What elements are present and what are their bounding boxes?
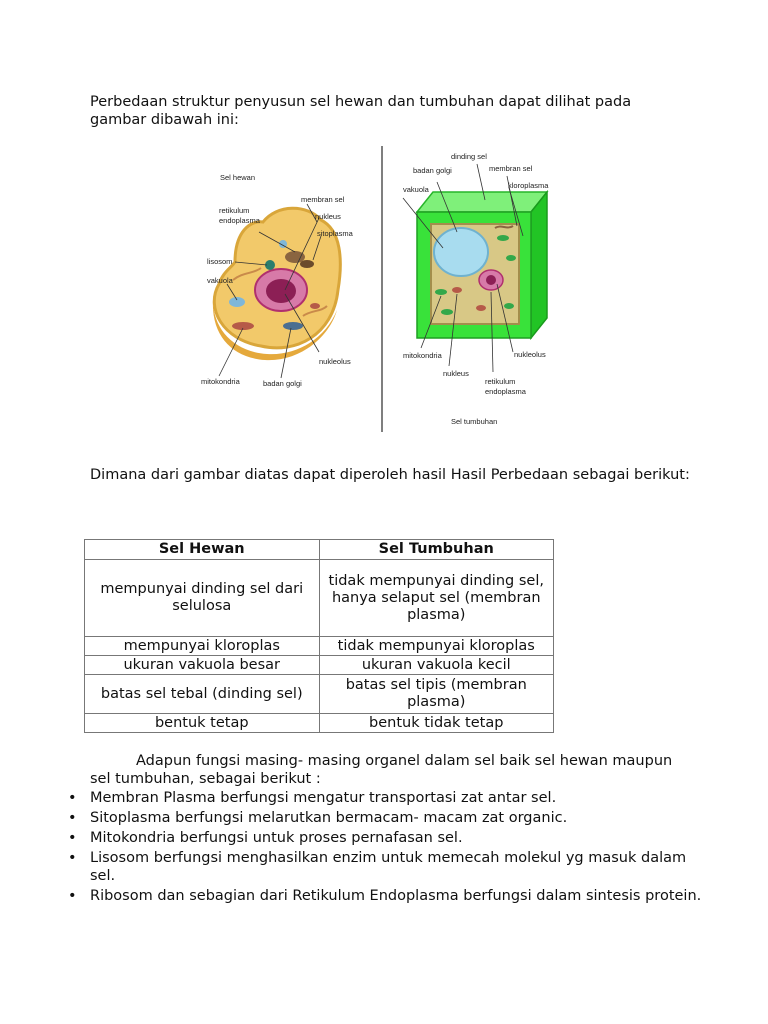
label-plant-membran: membran sel xyxy=(489,164,533,173)
label-animal-nukleolus: nukleolus xyxy=(319,357,351,366)
table-cell: ukuran vakuola besar xyxy=(85,656,320,675)
label-animal-vakuola: vakuola xyxy=(207,276,233,285)
list-item: • Membran Plasma berfungsi mengatur transportasi zat antar sel. xyxy=(68,790,557,806)
table-cell: mempunyai kloroplas xyxy=(85,637,320,656)
intro-paragraph: Perbedaan struktur penyusun sel hewan dan tumbuhan dapat dilihat pada gambar dibawah ini: xyxy=(90,94,632,128)
bullet-icon: • xyxy=(68,850,77,866)
table-cell: tidak mempunyai dinding sel, hanya selaput sel (membran plasma) xyxy=(319,560,554,637)
comparison-table xyxy=(84,539,554,733)
label-plant-kloroplasma: kloroplasma xyxy=(508,181,549,190)
bullet-icon: • xyxy=(68,810,77,826)
label-animal-endoplasma: endoplasma xyxy=(219,216,260,225)
label-animal-mitokondria: mitokondria xyxy=(201,377,240,386)
table-row xyxy=(85,656,554,675)
table-row xyxy=(85,560,554,637)
label-plant-vakuola: vakuola xyxy=(403,185,429,194)
header-sel-tumbuhan: Sel Tumbuhan xyxy=(319,540,554,560)
table-cell: tidak mempunyai kloroplas xyxy=(319,637,554,656)
list-item: • Mitokondria berfungsi untuk proses pernafasan sel. xyxy=(68,830,463,846)
label-animal-lisosom: lisosom xyxy=(207,257,233,266)
table-row xyxy=(85,714,554,733)
table-cell: mempunyai dinding sel dari selulosa xyxy=(85,560,320,637)
table-row xyxy=(85,637,554,656)
label-plant-golgi: badan golgi xyxy=(413,166,452,175)
table-cell: batas sel tipis (membran plasma) xyxy=(319,675,554,714)
functions-intro-paragraph: Adapun fungsi masing- masing organel dalam sel baik sel hewan maupun sel tumbuhan, sebagai berikut : xyxy=(90,753,673,787)
list-item: • Lisosom berfungsi menghasilkan enzim untuk memecah molekul yg masuk dalam sel. xyxy=(68,850,687,884)
label-plant-retikulum: retikulum xyxy=(485,377,516,386)
result-intro-paragraph: Dimana dari gambar diatas dapat diperoleh hasil Hasil Perbedaan sebagai berikut: xyxy=(90,467,690,483)
table-header-row xyxy=(85,540,554,560)
label-plant-nukleolus: nukleolus xyxy=(514,350,546,359)
label-plant-dinding: dinding sel xyxy=(451,152,487,161)
animal-cell-title: Sel hewan xyxy=(220,173,256,182)
plant-cell-title: Sel tumbuhan xyxy=(451,417,498,426)
list-item: • Sitoplasma berfungsi melarutkan bermacam- macam zat organic. xyxy=(68,810,568,826)
label-animal-membran: membran sel xyxy=(301,195,345,204)
list-item: • Ribosom dan sebagian dari Retikulum Endoplasma berfungsi dalam sintesis protein. xyxy=(68,888,702,904)
header-sel-hewan: Sel Hewan xyxy=(85,540,320,560)
table-cell: bentuk tidak tetap xyxy=(319,714,554,733)
table-row xyxy=(85,675,554,714)
cell-diagram-figure xyxy=(195,140,565,435)
bullet-icon: • xyxy=(68,888,77,904)
label-animal-retikulum: retikulum xyxy=(219,206,250,215)
label-plant-mitokondria: mitokondria xyxy=(403,351,442,360)
table-cell: batas sel tebal (dinding sel) xyxy=(85,675,320,714)
bullet-icon: • xyxy=(68,790,77,806)
plant-cell-illustration xyxy=(403,164,547,372)
table-cell: bentuk tetap xyxy=(85,714,320,733)
cell-diagram xyxy=(195,140,565,435)
table-cell: ukuran vakuola kecil xyxy=(319,656,554,675)
label-animal-golgi: badan golgi xyxy=(263,379,302,388)
label-animal-nukleus: nukleus xyxy=(315,212,341,221)
label-animal-sitoplasma: sitoplasma xyxy=(317,229,353,238)
bullet-icon: • xyxy=(68,830,77,846)
label-plant-nukleus: nukleus xyxy=(443,369,469,378)
label-plant-endoplasma: endoplasma xyxy=(485,387,526,396)
functions-list xyxy=(66,789,706,907)
